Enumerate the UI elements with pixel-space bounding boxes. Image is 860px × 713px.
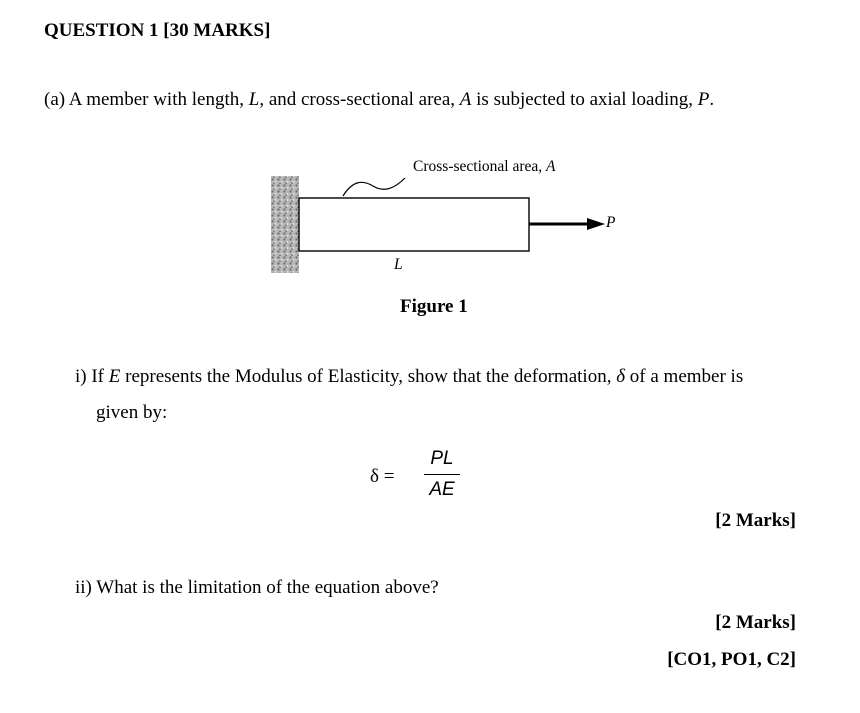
- area-label-text: Cross-sectional area,: [413, 158, 546, 175]
- var-E: E: [108, 366, 121, 387]
- length-label: L: [394, 256, 403, 273]
- figure-caption: Figure 1: [400, 296, 468, 317]
- member-bar: [299, 198, 529, 251]
- part-i-marks: [2 Marks]: [715, 510, 796, 531]
- var-A: A: [459, 89, 472, 110]
- part-i-question-line2: given by:: [96, 402, 168, 423]
- part-a-statement: [44, 89, 714, 111]
- area-label-var: A: [546, 158, 556, 175]
- part-i-text-1: i) If: [75, 366, 109, 387]
- load-label: P: [606, 214, 616, 231]
- part-ii-question: ii) What is the limitation of the equation above?: [75, 577, 439, 598]
- var-P: P: [697, 89, 710, 110]
- part-i-question: [75, 366, 743, 388]
- part-a-text-1: (a) A member with length,: [44, 89, 249, 110]
- part-a-text-3: is subjected to axial loading,: [471, 89, 698, 110]
- formula-denominator: AE: [429, 479, 455, 500]
- formula-numerator: PL: [430, 448, 454, 469]
- var-L: L: [248, 89, 260, 110]
- area-label: [413, 158, 555, 176]
- part-i-text-2: represents the Modulus of Elasticity, show that the deformation,: [120, 366, 617, 387]
- formula-fraction: [424, 447, 460, 502]
- fixed-support: [271, 176, 299, 273]
- var-delta: δ: [616, 366, 626, 387]
- part-ii-marks: [2 Marks]: [715, 612, 796, 633]
- part-a-text-2: , and cross-sectional area,: [259, 89, 460, 110]
- load-arrowhead: [587, 218, 605, 230]
- area-leader-curve: [343, 178, 405, 196]
- question-heading: QUESTION 1 [30 MARKS]: [44, 20, 271, 41]
- part-i-text-3: of a member is: [625, 366, 744, 387]
- fraction-bar: [424, 474, 460, 475]
- member-figure: [265, 148, 625, 283]
- formula-lhs: δ =: [370, 466, 395, 487]
- part-a-text-4: .: [709, 89, 715, 110]
- course-outcomes: [CO1, PO1, C2]: [667, 649, 796, 670]
